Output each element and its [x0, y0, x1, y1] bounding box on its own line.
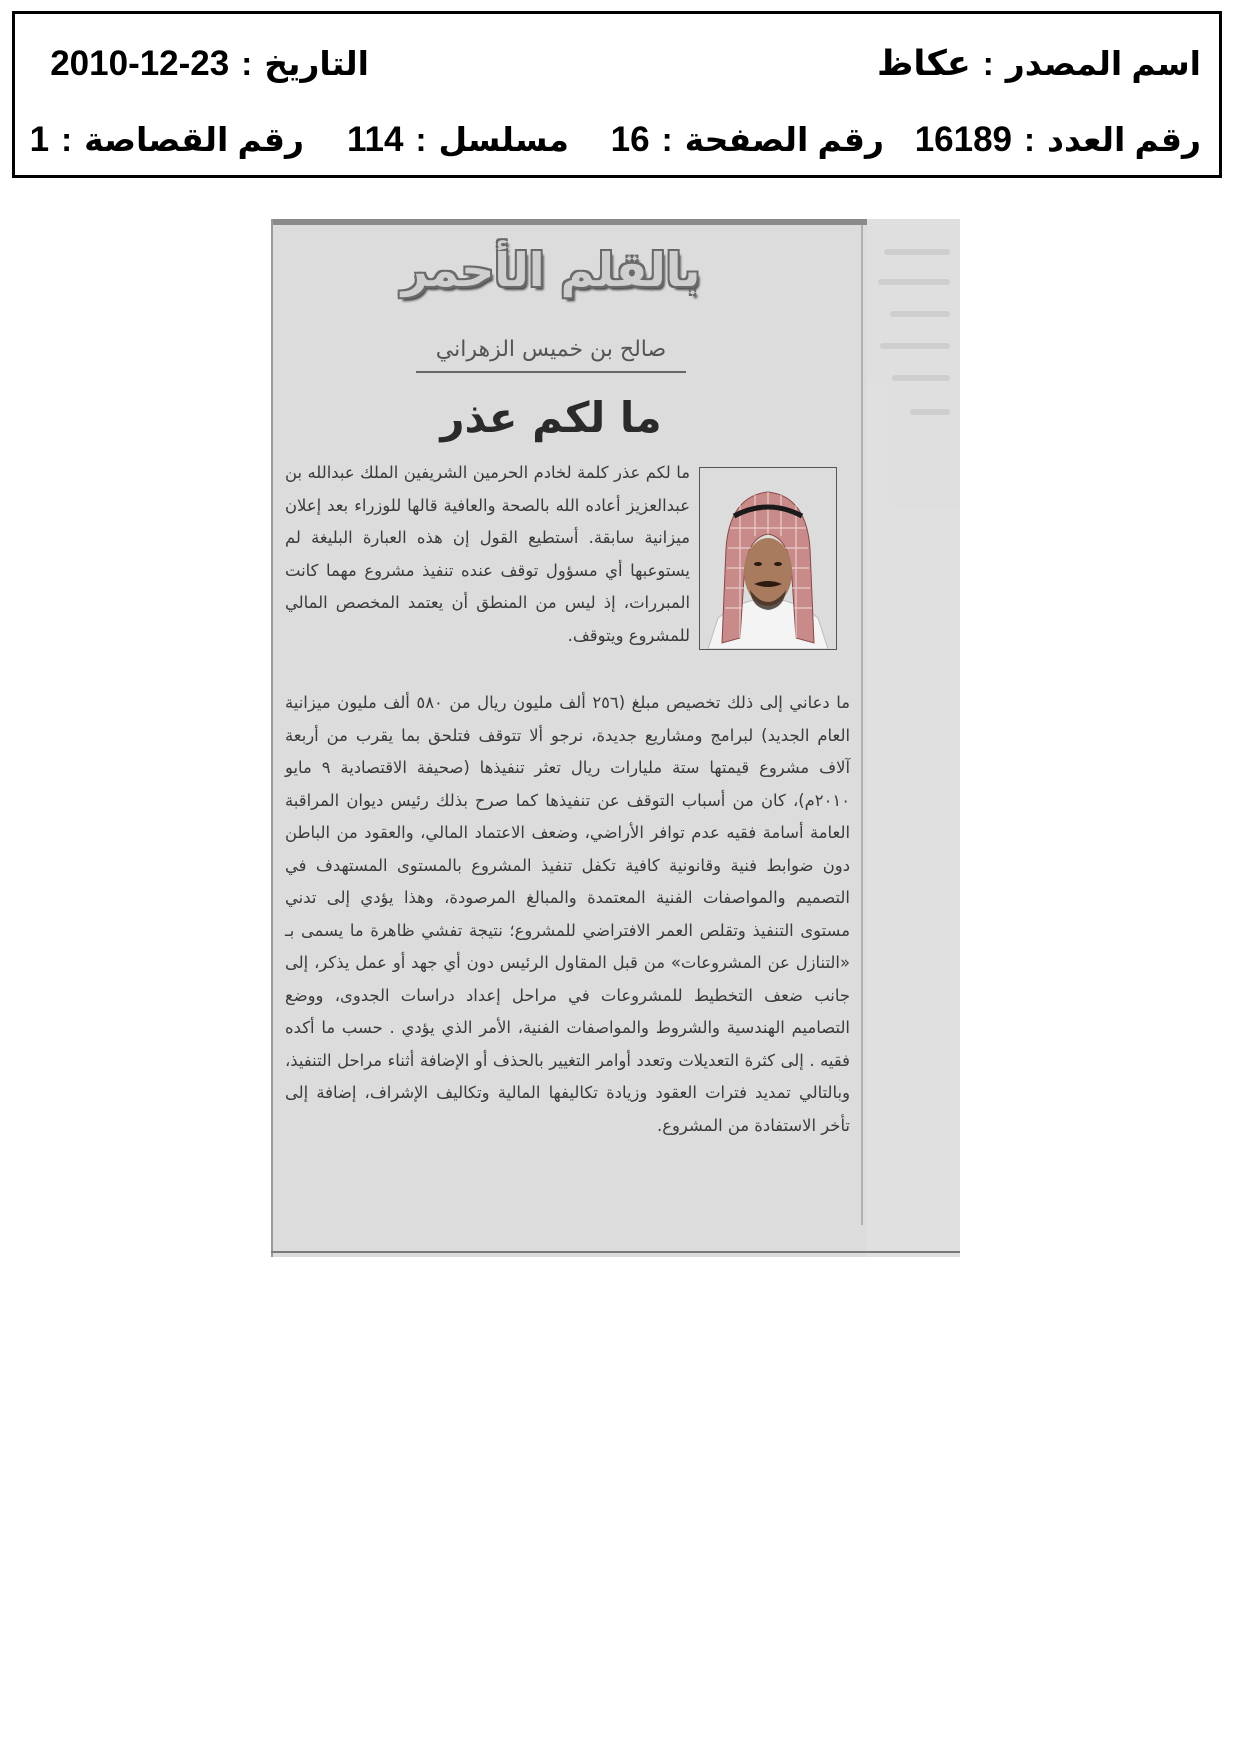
clip-number-separator: : [61, 121, 73, 158]
page-number-label: رقم الصفحة [684, 121, 884, 158]
issue-number-field [915, 122, 1201, 157]
clipping-metadata-box [12, 11, 1222, 178]
issue-number-value: 16189 [914, 120, 1013, 159]
newspaper-clipping [271, 219, 960, 1257]
intro-paragraph-text: ما لكم عذر كلمة لخادم الحرمين الشريفين الملك عبدالله بن عبدالعزيز أعاده الله بالصحة والعافية قالها للوزراء بعد إعلان ميزانية سابقة. أستطيع القول إن هذه العبارة البليغة لم يستوعبها أي مسؤول توقف عنده تنفيذ مشروع مهما كانت المبررات، إذ ليس من المنطق أن يعتمد المخصص المالي للمشروع ويتوقف. [285, 463, 690, 645]
page-number-separator: : [661, 121, 673, 158]
page-number-value: 16 [610, 120, 650, 159]
date-value: 2010-12-23 [50, 44, 230, 83]
clipping-bottom-rule [271, 1251, 960, 1253]
clip-number-value: 1 [29, 120, 50, 159]
article-intro-paragraph [285, 457, 690, 652]
date-label: التاريخ [264, 45, 369, 82]
clipping-left-border [271, 219, 273, 1257]
article-headline: ما لكم عذر [440, 393, 662, 442]
issue-number-label: رقم العدد [1047, 121, 1201, 158]
body-paragraph-text: ما دعاني إلى ذلك تخصيص مبلغ (٢٥٦ ألف مليون ريال من ٥٨٠ ألف مليون ميزانية العام الجديد) لبرامج ومشاريع جديدة، نرجو ألا تتوقف فتلحق بما يقرب من أربعة آلاف مشروع قيمتها ستة مليارات ريال تعثر تنفيذها (صحيفة الاقتصادية ٩ مايو ٢٠١٠م)، كان من أسباب التوقف عن تنفيذها كما صرح بذلك رئيس ديوان المراقبة العامة أسامة فقيه عدم توافر الأراضي، وضعف الاعتماد المالي، والعقود من الباطن دون ضوابط فنية وقانونية كافية تكفل تنفيذ المشروع بالمستوى المستهدف في التصميم والمواصفات الفنية المعتمدة والمبالغ المرصودة، وهذا يؤدي إلى تدني مستوى التنفيذ وتقلص العمر الافتراضي للمشروع؛ نتيجة تفشي ظاهرة ما يسمى بـ «التنازل عن المشروعات» من قبل المقاول الرئيس دون أي جهد أو عمل يذكر، إلى جانب ضعف التخطيط للمشروعات في مراحل إعداد دراسات الجدوى، ووضع التصاميم الهندسية والشروط والمواصفات الفنية، الأمر الذي يؤدي . حسب ما أكده فقيه . إلى كثرة التعديلات وتعدد أوامر التغيير بالحذف أو الإضافة أثناء مراحل التنفيذ، وبالتالي تمديد فترات العقود وزيادة تكاليفها المالية وتكاليف الإشراف، إضافة إلى تأخر الاستفادة من المشروع. [285, 693, 851, 1135]
serial-separator: : [415, 121, 427, 158]
issue-number-separator: : [1024, 121, 1036, 158]
serial-field [347, 122, 569, 157]
clipping-top-rule [271, 219, 867, 225]
source-label: اسم المصدر [1005, 45, 1201, 82]
clip-number-label: رقم القصاصة [84, 121, 304, 158]
date-separator: : [241, 45, 253, 82]
date-field [50, 46, 369, 81]
column-title: بالقلم الأحمر [401, 243, 701, 297]
article-body-paragraph [285, 687, 850, 1142]
serial-value: 114 [347, 120, 404, 159]
page-number-field [611, 122, 884, 157]
source-value: عكاظ [877, 44, 971, 83]
source-separator: : [982, 45, 994, 82]
adjacent-column-strip [867, 219, 960, 1257]
author-photo [699, 467, 837, 650]
clip-number-field [30, 122, 304, 157]
source-field [877, 46, 1201, 81]
author-underline [416, 371, 686, 373]
column-divider [861, 225, 863, 1225]
author-name: صالح بن خميس الزهراني [435, 337, 667, 362]
serial-label: مسلسل [438, 121, 569, 158]
author-portrait-image [700, 468, 836, 649]
